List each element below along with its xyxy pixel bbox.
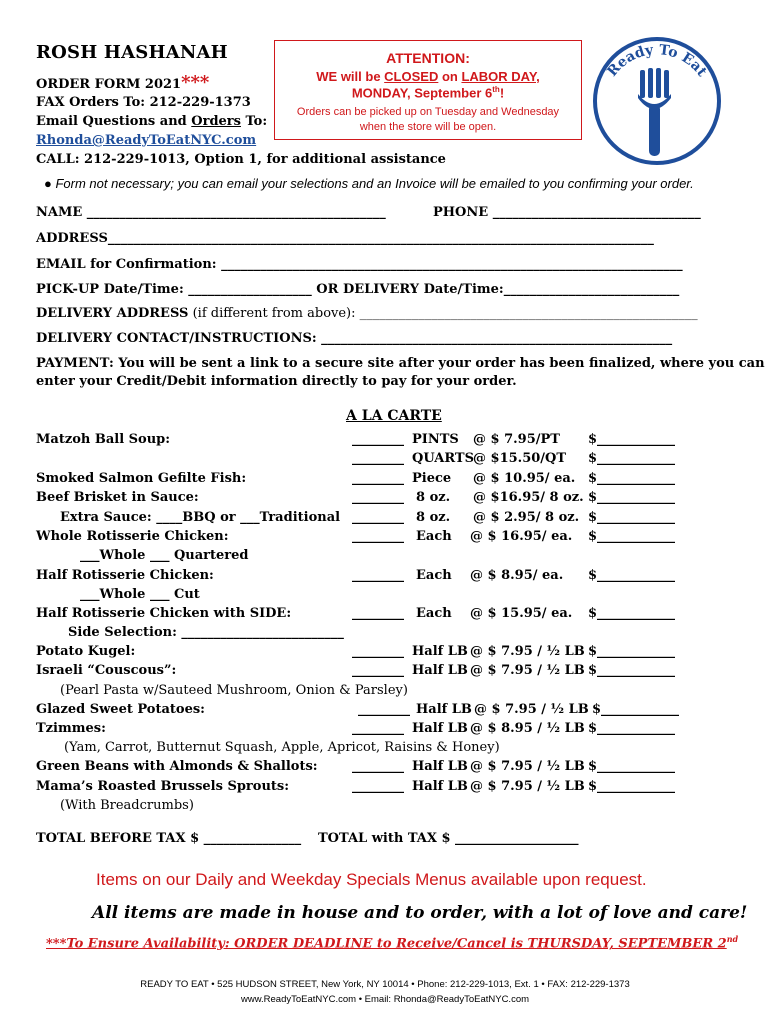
unit-label: Half LB: [416, 702, 472, 717]
total-blank[interactable]: $____________: [588, 529, 676, 544]
ready-to-eat-logo: [588, 32, 726, 170]
fork-icon: [638, 68, 671, 156]
price-label: @ $ 7.95 / ½ LB: [470, 663, 585, 678]
price-label: @ $ 7.95 / ½ LB: [474, 702, 589, 717]
specials-note: Items on our Daily and Weekday Specials Menus available upon request.: [96, 870, 647, 889]
total-blank[interactable]: $____________: [588, 432, 676, 447]
form-note: [44, 176, 694, 191]
closed-word: CLOSED: [384, 69, 439, 84]
order-form-text: ORDER FORM 2021: [36, 77, 182, 92]
total-blank[interactable]: $____________: [588, 510, 676, 525]
footer-web-email[interactable]: www.ReadyToEatNYC.com • Email: Rhonda@ReadyToEatNYC.com: [240, 994, 530, 1005]
name-field[interactable]: NAME ______________________________________________: [36, 205, 386, 220]
pickup-note-line2: when the store will be open.: [359, 121, 497, 134]
price-label: @ $ 16.95/ ea.: [470, 529, 573, 544]
item-extra-sauce[interactable]: Extra Sauce: ____BBQ or ___Traditional: [60, 510, 341, 525]
total-blank[interactable]: $____________: [588, 644, 676, 659]
qty-blank[interactable]: ________: [352, 663, 404, 678]
item-kugel: Potato Kugel:: [36, 644, 136, 659]
tagline: All items are made in house and to order, with a lot of love and care!: [92, 903, 748, 923]
price-label: @ $ 10.95/ ea.: [473, 471, 576, 486]
item-couscous: Israeli “Couscous”:: [36, 663, 177, 678]
attention-box: [274, 40, 582, 140]
qty-blank[interactable]: ________: [358, 702, 410, 717]
pickup-delivery-field[interactable]: PICK-UP Date/Time: ___________________ OR DELIVERY Date/Time:___________________________: [36, 282, 680, 297]
unit-label: Half LB: [412, 779, 468, 794]
email-line-suffix: To:: [240, 114, 268, 129]
footer-address: READY TO EAT • 525 HUDSON STREET, New York, NY 10014 • Phone: 212-229-1013, Ext. 1 • FAX: 212-229-1373: [140, 979, 630, 990]
price-label: @ $ 7.95 / ½ LB: [470, 759, 585, 774]
form-title: ROSH HASHANAH: [36, 42, 228, 63]
total-blank[interactable]: $____________: [588, 568, 676, 583]
total-blank[interactable]: $____________: [592, 702, 680, 717]
email-questions-line: [36, 114, 267, 129]
logo-text: Ready To Eat: [604, 42, 710, 80]
date-text: MONDAY, September 6: [351, 85, 493, 101]
date-end: !: [499, 85, 505, 101]
email-field[interactable]: EMAIL for Confirmation: _______________________________________________________________________: [36, 257, 683, 272]
email-link[interactable]: Rhonda@ReadyToEatNYC.com: [36, 133, 257, 148]
price-label: @ $ 15.95/ ea.: [470, 606, 573, 621]
price-label: @ $ 2.95/ 8 oz.: [473, 510, 580, 525]
closed-line-a: WE will be: [316, 69, 385, 84]
deadline-text: ***To Ensure Availability: ORDER DEADLINE to Receive/Cancel is THURSDAY, SEPTEMBER 2: [46, 936, 727, 952]
item-salmon: Smoked Salmon Gefilte Fish:: [36, 471, 247, 486]
attention-heading: ATTENTION:: [386, 50, 470, 66]
item-brussels-sprouts: Mama’s Roasted Brussels Sprouts:: [36, 779, 290, 794]
pickup-note-line1: Orders can be picked up on Tuesday and Wednesday: [296, 106, 560, 119]
total-blank[interactable]: $____________: [588, 759, 676, 774]
side-selection-field[interactable]: Side Selection: _________________________: [68, 625, 344, 640]
payment-line-2: enter your Credit/Debit information directly to pay for your order.: [36, 374, 517, 389]
qty-blank[interactable]: ________: [352, 529, 404, 544]
item-half-chicken: Half Rotisserie Chicken:: [36, 568, 214, 583]
unit-label: QUARTS: [412, 451, 474, 466]
phone-field[interactable]: PHONE ________________________________: [433, 205, 701, 220]
form-note-text: Form not necessary; you can email your selections and an Invoice will be emailed to you confirming your order.: [55, 176, 694, 191]
price-label: @ $ 7.95 / ½ LB: [470, 779, 585, 794]
item-green-beans: Green Beans with Almonds & Shallots:: [36, 759, 318, 774]
item-matzoh: Matzoh Ball Soup:: [36, 432, 171, 447]
attention-closed-line: [275, 69, 581, 84]
half-chicken-options[interactable]: ___Whole ___ Cut: [80, 587, 200, 602]
bullet-icon: ●: [44, 176, 52, 191]
red-stars: ***: [181, 72, 210, 93]
whole-chicken-options[interactable]: ___Whole ___ Quartered: [80, 548, 249, 563]
order-form-label: [36, 72, 209, 93]
unit-label: Each: [416, 568, 452, 583]
couscous-description: (Pearl Pasta w/Sauteed Mushroom, Onion & Parsley): [60, 683, 408, 698]
qty-blank[interactable]: ________: [352, 644, 404, 659]
total-with-tax-field[interactable]: TOTAL with TAX $ ___________________: [318, 831, 579, 846]
item-tzimmes: Tzimmes:: [36, 721, 106, 736]
email-line-prefix: Email Questions and: [36, 114, 192, 129]
item-sweet-potatoes: Glazed Sweet Potatoes:: [36, 702, 205, 717]
delivery-address-field[interactable]: [36, 306, 698, 321]
tzimmes-description: (Yam, Carrot, Butternut Squash, Apple, Apricot, Raisins & Honey): [64, 740, 500, 755]
email-line-orders: Orders: [191, 114, 241, 129]
unit-label: Half LB: [412, 721, 468, 736]
delivery-address-label: DELIVERY ADDRESS: [36, 306, 189, 321]
date-sup: th: [492, 85, 500, 94]
qty-blank[interactable]: ________: [352, 568, 404, 583]
total-blank[interactable]: $____________: [588, 606, 676, 621]
delivery-contact-field[interactable]: DELIVERY CONTACT/INSTRUCTIONS: ______________________________________________________: [36, 331, 673, 346]
total-before-tax-field[interactable]: TOTAL BEFORE TAX $ _______________: [36, 831, 302, 846]
price-label: @ $15.50/QT: [473, 451, 567, 466]
unit-label: Each: [416, 606, 452, 621]
unit-label: 8 oz.: [416, 510, 451, 525]
qty-blank[interactable]: ________: [352, 721, 404, 736]
price-label: @ $ 8.95/ ea.: [470, 568, 564, 583]
qty-blank[interactable]: ________: [352, 451, 404, 466]
total-blank[interactable]: $____________: [588, 779, 676, 794]
item-brisket: Beef Brisket in Sauce:: [36, 490, 199, 505]
unit-label: Half LB: [412, 759, 468, 774]
order-deadline: [46, 934, 738, 951]
total-blank[interactable]: $____________: [588, 451, 676, 466]
total-blank[interactable]: $____________: [588, 663, 676, 678]
total-blank[interactable]: $____________: [588, 721, 676, 736]
unit-label: Piece: [412, 471, 452, 486]
a-la-carte-title: A LA CARTE: [346, 408, 442, 424]
price-label: @ $ 8.95 / ½ LB: [470, 721, 585, 736]
qty-blank[interactable]: ________: [352, 779, 404, 794]
price-label: @ $ 7.95 / ½ LB: [470, 644, 585, 659]
labor-day-word: LABOR DAY,: [461, 69, 540, 84]
item-half-chicken-side: Half Rotisserie Chicken with SIDE:: [36, 606, 292, 621]
qty-blank[interactable]: ________: [352, 490, 404, 505]
qty-blank[interactable]: ________: [352, 606, 404, 621]
deadline-sup: nd: [726, 934, 739, 944]
total-blank[interactable]: $____________: [588, 471, 676, 486]
unit-label: PINTS: [412, 432, 459, 447]
unit-label: Half LB: [412, 644, 468, 659]
item-whole-chicken: Whole Rotisserie Chicken:: [36, 529, 229, 544]
price-label: @ $16.95/ 8 oz.: [473, 490, 584, 505]
total-blank[interactable]: $____________: [588, 490, 676, 505]
qty-blank[interactable]: ________: [352, 471, 404, 486]
delivery-address-rest: (if different from above): ____________________________________________________: [188, 306, 698, 321]
qty-blank[interactable]: ________: [352, 759, 404, 774]
attention-pickup-note: [275, 105, 581, 135]
fax-line: FAX Orders To: 212-229-1373: [36, 95, 251, 110]
attention-date-line: [275, 85, 581, 100]
qty-blank[interactable]: ________: [352, 510, 404, 525]
unit-label: Each: [416, 529, 452, 544]
logo-svg: [588, 32, 726, 170]
closed-line-b: on: [438, 69, 462, 84]
sprouts-description: (With Breadcrumbs): [60, 798, 194, 813]
price-label: @ $ 7.95/PT: [473, 432, 560, 447]
unit-label: 8 oz.: [416, 490, 451, 505]
payment-line-1: PAYMENT: You will be sent a link to a secure site after your order has been finalized, where you can: [36, 356, 765, 371]
qty-blank[interactable]: ________: [352, 432, 404, 447]
address-field[interactable]: ADDRESS____________________________________________________________________________________: [36, 231, 654, 246]
call-line: CALL: 212-229-1013, Option 1, for additional assistance: [36, 152, 446, 167]
unit-label: Half LB: [412, 663, 468, 678]
